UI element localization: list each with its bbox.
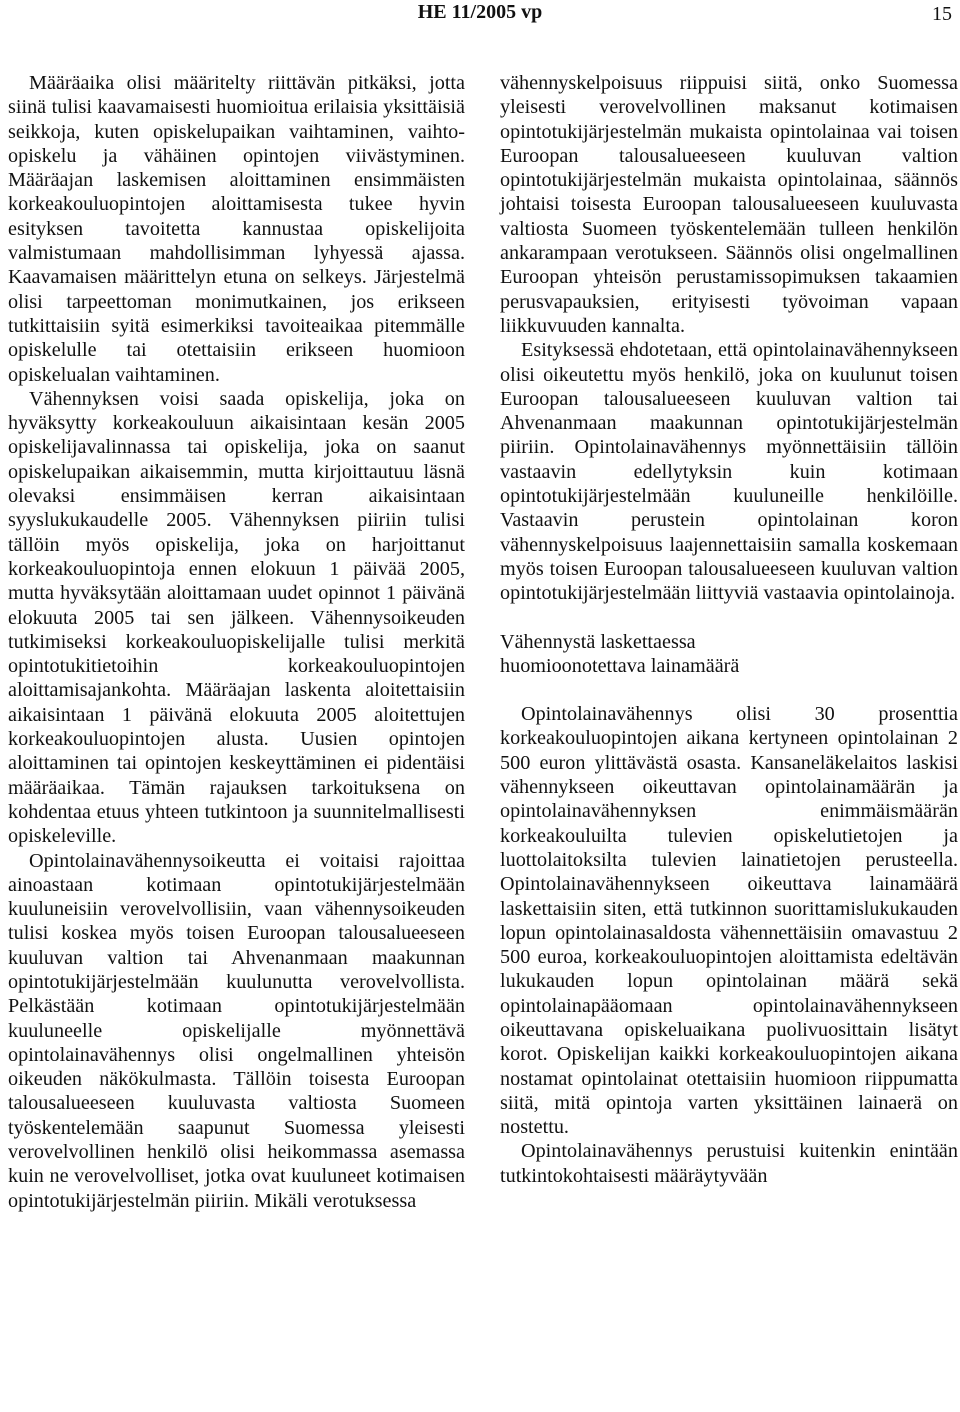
right-column	[500, 71, 958, 1188]
left-column	[8, 71, 465, 1213]
page-header	[0, 0, 960, 24]
section-heading: Vähennystä laskettaessa huomioonotettava lainamäärä	[500, 630, 740, 677]
paragraph: Opintolainavähennys olisi 30 prosenttia korkeakouluopintojen aikana kertyneen opintolainan 2 500 euron ylittävästä osasta. Kansaneläkelaitos laskisi vähennykseen oikeuttavan opintolainamäärän ja opintolainavähennyksen enimmäismäärän korkeakouluilta tulevien opiskelutietojen ja luottolaitoksilta tulevien lainatietojen perusteella. Opintolainavähennykseen oikeuttava lainamäärä laskettaisiin siten, että tutkinnon suorittamislukukauden lopun opintolainasaldosta vähennettäisiin omavastuu 2 500 euroa, korkeakouluopintojen aloittamista edeltävän lukukauden lopun opintolainan määrä sekä opintolainapääomaan opintolainavähennykseen oikeuttavana opiskeluaikana puolivuosittain lisätyt korot. Opiskelijan kaikki korkeakouluopintojen aikana nostamat opintolainat otettaisiin huomioon riippumatta siitä, mitä opintoja varten yksittäinen lainaerä on nostettu.	[500, 703, 958, 1139]
page-number: 15	[932, 3, 952, 25]
paragraph: Esityksessä ehdotetaan, että opintolainavähennykseen olisi oikeutettu myös henkilö, joka on kuulunut toisen Euroopan talousalueeseen kuuluvan valtion tai Ahvenanmaan maakunnan opintotukijärjestelmän piiriin. Opintolainavähennys myönnettäisiin tällöin vastaavin edellytyksin kuin kotimaan opintotukijärjestelmään kuuluneille henkilöille. Vastaavin perustein opintolainan koron vähennyskelpoisuus laajennettaisiin samalla koskemaan myös toisen Euroopan talousalueeseen kuuluvan valtion opintotukijärjestelmään liittyviä vastaavia opintolainoja.	[500, 339, 958, 605]
paragraph: Opintolainavähennys perustuisi kuitenkin enintään tutkintokohtaisesti määräytyvään	[500, 1140, 958, 1187]
document-id: HE 11/2005 vp	[417, 1, 543, 23]
paragraph: Vähennyksen voisi saada opiskelija, joka on hyväksytty korkeakouluun aikaisintaan kesän 2005 opiskelijavalinnassa tai opiskelija, joka on saanut opiskelupaikan aikaisemmin, mutta kirjoittautuu läsnä olevaksi ensimmäisen kerran aikaisintaan syyslukukaudelle 2005. Vähennyksen piiriin tulisi tällöin myös opiskelija, joka on harjoittanut korkeakouluopintoja ennen elokuun 1 päivää 2005, mutta hyväksytään aloittamaan uudet opinnot 1 päivänä elokuuta 2005 tai sen jälkeen. Vähennysoikeuden tutkimiseksi korkeakouluopiskelijalle tulisi merkitä opintotukitietoihin korkeakouluopintojen aloittamisajankohta. Määräajan laskenta aloitettaisiin aikaisintaan 1 päivänä elokuuta 2005 aloitettujen korkeakouluopintojen alusta. Uusien opintojen aloittaminen tai opintojen keskeyttäminen ei pidentäisi määräaikaa. Tämän rajauksen tarkoituksena on kohdentaa etuus yhteen tutkintoon ja suunnitelmallisesti opiskeleville.	[8, 387, 465, 848]
paragraph: Opintolainavähennysoikeutta ei voitaisi rajoittaa ainoastaan kotimaan opintotukijärjestelmään kuuluneisiin verovelvollisiin, vaan vähennysoikeuden tulisi koskea myös toisen Euroopan talousalueeseen kuuluvan valtion tai Ahvenanmaan maakunnan opintotukijärjestelmään kuulunutta verovelvollista. Pelkästään kotimaan opintotukijärjestelmään kuuluneelle opiskelijalle myönnettävä opintolainavähennys olisi ongelmallinen yhteisön oikeuden näkökulmasta. Tällöin toisesta Euroopan talousalueeseen kuuluvasta valtiosta Suomeen työskentelemään saapunut Suomessa yleisesti verovelvollinen henkilö olisi heikommassa asemassa kuin ne verovelvolliset, jotka ovat kuuluneet kotimaisen opintotukijärjestelmän piiriin. Mikäli verotuksessa	[8, 849, 465, 1212]
paragraph: vähennyskelpoisuus riippuisi siitä, onko Suomessa yleisesti verovelvollinen maksanut kotimaisen opintotukijärjestelmän mukaista opintolainaa vai toisen Euroopan talousalueeseen kuuluvan valtion opintotukijärjestelmän mukaista opintolainaa, säännös johtaisi toisesta Euroopan talousalueeseen kuuluvasta valtiosta Suomeen työskentelemään tulleen henkilön ankarampaan verotukseen. Säännös olisi ongelmallinen Euroopan yhteisön perustamissopimuksen takaamien perusvapauksien, erityisesti työvoiman vapaan liikkuvuuden kannalta.	[500, 72, 958, 337]
paragraph: Määräaika olisi määritelty riittävän pitkäksi, jotta siinä tulisi kaavamaisesti huomioitua erilaisia yksittäisiä seikkoja, kuten opiskelupaikan vaihtaminen, vaihto-opiskelu ja vähäinen opintojen viivästyminen. Määräajan laskemisen aloittaminen ensimmäisten korkeakouluopintojen aloittamisesta tukee hyvin esityksen tavoitetta kannustaa opiskelijoita valmistumaan mahdollisimman lyhyessä ajassa. Kaavamaisen määrittelyn etuna on selkeys. Järjestelmä olisi tarpeettoman monimutkainen, jos erikseen tutkittaisiin syitä esimerkiksi tavoiteaikaa pitemmälle opiskelulle tai otettaisiin erikseen huomioon opiskelualan vaihtaminen.	[8, 72, 465, 386]
